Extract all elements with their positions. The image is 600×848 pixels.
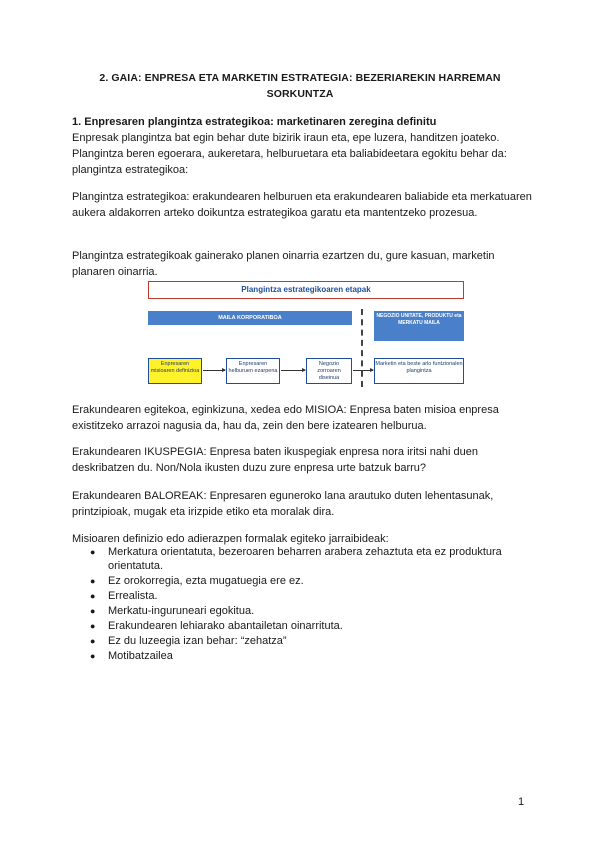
- list-item: ● Ez orokorregia, ezta mugatuegia ere ez.: [90, 575, 304, 587]
- bullet-icon: ●: [90, 621, 96, 631]
- diagram-step-marketing: Marketin eta beste arlo funtzionalen plangintza: [374, 358, 464, 384]
- paragraph-definition: Plangintza estrategikoa: erakundearen helburuen eta erakundearen baliabide eta merkatuaren aukera aldakorren arteko doikuntza estrategikoa garatu eta mantentzeko prozesua.: [72, 191, 532, 219]
- paragraph-intro: Enpresak plangintza bat egin behar dute bizirik iraun eta, epe luzera, handitzen joateko. Plangintza beren egoerara, aukeretara, helburuetara eta baliabideetara egokitu behar da: plangintza estrategikoa:: [72, 132, 507, 176]
- list-item: ● Erakundearen lehiarako abantailetan oinarrituta.: [90, 620, 343, 632]
- list-item: ● Errealista.: [90, 590, 158, 602]
- paragraph-mission: Erakundearen egitekoa, eginkizuna, xedea edo MISIOA: Enpresa baten misioa enpresa existitzeko arrazoi nagusia da, hau da, zein den bere izatearen helburua.: [72, 404, 499, 432]
- section-heading: 1. Enpresaren plangintza estrategikoa: marketinaren zeregina definitu: [72, 116, 437, 128]
- business-unit-level-bar: NEGOZIO UNITATE, PRODUKTU eta MERKATU MAILA: [374, 311, 464, 341]
- paragraph-vision: Erakundearen IKUSPEGIA: Enpresa baten ikuspegiak enpresa nora iritsi nahi duen deskribatzen du. Non/Nola ikusten duzu zure enpresa urte batzuk barru?: [72, 446, 479, 474]
- diagram-step-mission: Enpresaren misioaren definizioa: [148, 358, 202, 384]
- diagram-arrow: [281, 370, 305, 371]
- bullet-icon: ●: [90, 606, 96, 616]
- bullet-icon: ●: [90, 547, 96, 557]
- diagram-title: Plangintza estrategikoaren etapak: [148, 281, 464, 299]
- paragraph-values: Erakundearen BALOREAK: Enpresaren eguneroko lana arautuko duten lehentasunak, printzipioak, mugak eta irizpide etiko eta moralak dira.: [72, 490, 494, 518]
- paragraph-list-intro: Misioaren definizio edo adierazpen formalak egiteko jarraibideak:: [72, 533, 389, 545]
- page-title: 2. GAIA: ENPRESA ETA MARKETIN ESTRATEGIA: BEZERIAREKIN HARREMAN SORKUNTZA: [99, 72, 501, 100]
- corporate-level-bar: MAILA KORPORATIBOA: [148, 311, 352, 325]
- diagram-arrow: [203, 370, 225, 371]
- page-number: 1: [518, 796, 525, 808]
- diagram-step-portfolio: Negozio zorroaren diseinua: [306, 358, 352, 384]
- guidelines-list: [72, 545, 532, 664]
- list-item: ● Merkatura orientatuta, bezeroaren beharren arabera zehaztuta eta ez produktura orientatuta.: [90, 546, 502, 572]
- strategic-planning-diagram: [148, 281, 464, 389]
- level-divider: [361, 309, 363, 387]
- diagram-step-objectives: Enpresaren helburuen ezarpena: [226, 358, 280, 384]
- list-item: ● Merkatu-inguruneari egokitua.: [90, 605, 255, 617]
- bullet-icon: ●: [90, 591, 96, 601]
- diagram-arrow: [353, 370, 373, 371]
- bullet-icon: ●: [90, 576, 96, 586]
- bullet-icon: ●: [90, 651, 96, 661]
- list-item: ● Ez du luzeegia izan behar: “zehatza”: [90, 635, 287, 647]
- paragraph-basis: Plangintza estrategikoak gainerako planen oinarria ezartzen du, gure kasuan, marketin planaren oinarria.: [72, 250, 495, 278]
- bullet-icon: ●: [90, 636, 96, 646]
- list-item: ● Motibatzailea: [90, 650, 173, 662]
